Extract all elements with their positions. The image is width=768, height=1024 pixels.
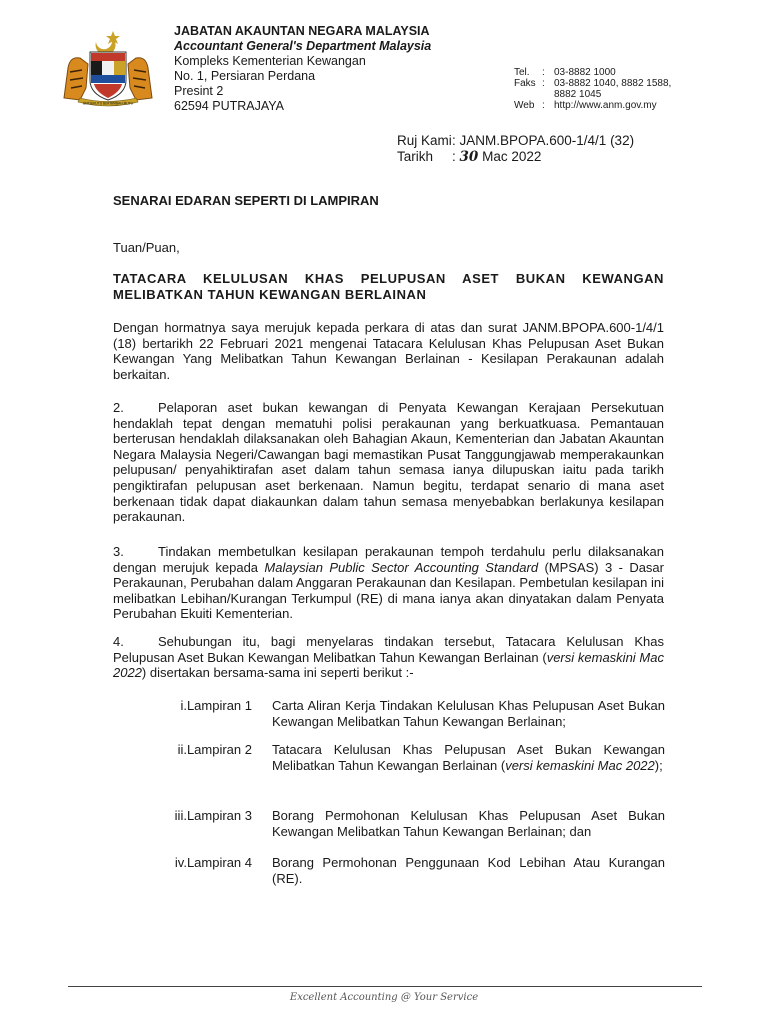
tarikh-rest: Mac 2022 (482, 149, 542, 164)
tel-value: 03-8882 1000 (554, 67, 616, 78)
letterhead (174, 24, 431, 114)
attachment-text-3: Borang Permohonan Kelulusan Khas Pelupusan Aset Bukan Kewangan Melibatkan Tahun Kewangan Berlainan; dan (272, 808, 665, 839)
address-line-3: Presint 2 (174, 84, 224, 98)
paragraph-4-text-a: Sehubungan itu, bagi menyelaras tindakan tersebut, Tatacara Kelulusan Khas Pelupusan Aset Bukan Kewangan Melibatkan Tahun Kewangan Berlainan ( (113, 634, 664, 665)
paragraph-3-italic: Malaysian Public Sector Accounting Standard (264, 559, 539, 575)
fax-value-2: 8882 1045 (554, 89, 602, 100)
footer-divider (68, 986, 702, 987)
fax-label: Faks (514, 78, 536, 89)
footer-slogan: Excellent Accounting @ Your Service (289, 992, 479, 1003)
coat-of-arms-icon (58, 28, 158, 108)
fax-value-1: 03-8882 1040, 8882 1588, (554, 78, 672, 89)
address-line-2: No. 1, Persiaran Perdana (174, 69, 316, 83)
paragraph-3 (113, 544, 664, 622)
paragraph-2 (113, 400, 664, 525)
letter-title: TATACARA KELULUSAN KHAS PELUPUSAN ASET BUKAN KEWANGAN MELIBATKAN TAHUN KEWANGAN BERLAINAN (113, 271, 664, 302)
salutation: Tuan/Puan, (113, 240, 180, 255)
attachment-label-2: ii.Lampiran 2 (177, 742, 252, 757)
tarikh-day-handwritten: 30 (459, 149, 479, 165)
paragraph-2-text: Pelaporan aset bukan kewangan di Penyata Kewangan Kerajaan Persekutuan hendaklah tepat dengan mematuhi polisi perakaunan yang berkuatkuasa. Pemantauan berterusan hendaklah dilaksanakan oleh Bahagian Akaun, Kementerian dan Jabatan Akauntan Negara Malaysia Negeri/Cawangan bagi memastikan Pusat Tanggungjawab memperakaunkan pelupusan/ penyahiktirafan aset dalam tahun semasa ianya dilupuskan iaitu pada tarikh pengiktirafan pelupusan aset berkenaan. Namun begitu, terdapat senario di mana aset berkenaan tidak dapat diakaunkan dalam tahun semasa menyebabkan berlakunya kesilapan perakaunan. (113, 400, 664, 525)
web-label: Web (514, 100, 535, 111)
attachment-text-2: Tatacara Kelulusan Khas Pelupusan Aset Bukan Kewangan Melibatkan Tahun Kewangan Berlainan (versi kemaskini Mac 2022); (272, 742, 665, 773)
paragraph-3-text-b: (MPSAS) 3 - Dasar Perakaunan, Perubahan dalam Anggaran Perakaunan dan Kesilapan. Pembetulan kesilapan ini melibatkan Lebihan/Kurangan Terkumpul (RE) di mana ianya akan dinyatakan dalam Penyata Perubahan Ekuiti Kementerian. (113, 559, 664, 622)
ruj-value: : JANM.BPOPA.600-1/4/1 (32) (452, 133, 635, 148)
attachment-label-4: iv.Lampiran 4 (174, 855, 252, 870)
tarikh-label: Tarikh (397, 149, 434, 164)
address-line-1: Kompleks Kementerian Kewangan (174, 54, 366, 68)
attachment-text-1: Carta Aliran Kerja Tindakan Kelulusan Khas Pelupusan Aset Bukan Kewangan Melibatkan Tahun Kewangan Berlainan; (272, 698, 665, 729)
attachment-label-1: i.Lampiran 1 (180, 698, 252, 713)
crest-banner-text: BERSEKUTU BERTAMBAH MUTU (82, 101, 134, 106)
paragraph-4 (113, 634, 664, 681)
address-line-4: 62594 PUTRAJAYA (174, 99, 285, 113)
paragraph-3-number: 3. (113, 544, 124, 559)
paragraph-4-number: 4. (113, 634, 124, 649)
web-link[interactable]: http://www.anm.gov.my (554, 100, 657, 111)
org-name-ms: JABATAN AKAUNTAN NEGARA MALAYSIA (174, 24, 430, 38)
tel-sep: : (542, 67, 545, 78)
recipient: SENARAI EDARAN SEPERTI DI LAMPIRAN (113, 193, 379, 208)
web-sep: : (542, 100, 545, 111)
paragraph-2-number: 2. (113, 400, 124, 415)
attachment-text-4: Borang Permohonan Penggunaan Kod Lebihan Atau Kurangan (RE). (272, 855, 665, 886)
ruj-label: Ruj Kami (397, 133, 452, 148)
org-name-en: Accountant General's Department Malaysia (174, 39, 432, 53)
paragraph-1: Dengan hormatnya saya merujuk kepada perkara di atas dan surat JANM.BPOPA.600-1/4/1 (18) bertarikh 22 Februari 2021 mengenai Tatacara Kelulusan Khas Pelupusan Aset Bukan Kewangan Yang Melibatkan Tahun Kewangan Berlainan - Kesilapan Perakaunan adalah berkaitan. (113, 320, 664, 382)
contact-block (514, 67, 671, 111)
fax-sep: : (542, 78, 545, 89)
paragraph-4-text-b: ) disertakan bersama-sama ini seperti berikut :- (141, 665, 414, 681)
tarikh-sep: : (452, 149, 456, 164)
paragraph-4-italic: versi kemaskini Mac 2022 (113, 649, 664, 681)
attachment-label-3: iii.Lampiran 3 (174, 808, 252, 823)
tel-label: Tel. (514, 67, 530, 78)
paragraph-3-text-a: Tindakan membetulkan kesilapan perakaunan tempoh terdahulu perlu dilaksanakan dengan merujuk kepada (113, 544, 664, 575)
reference-block (397, 133, 634, 165)
